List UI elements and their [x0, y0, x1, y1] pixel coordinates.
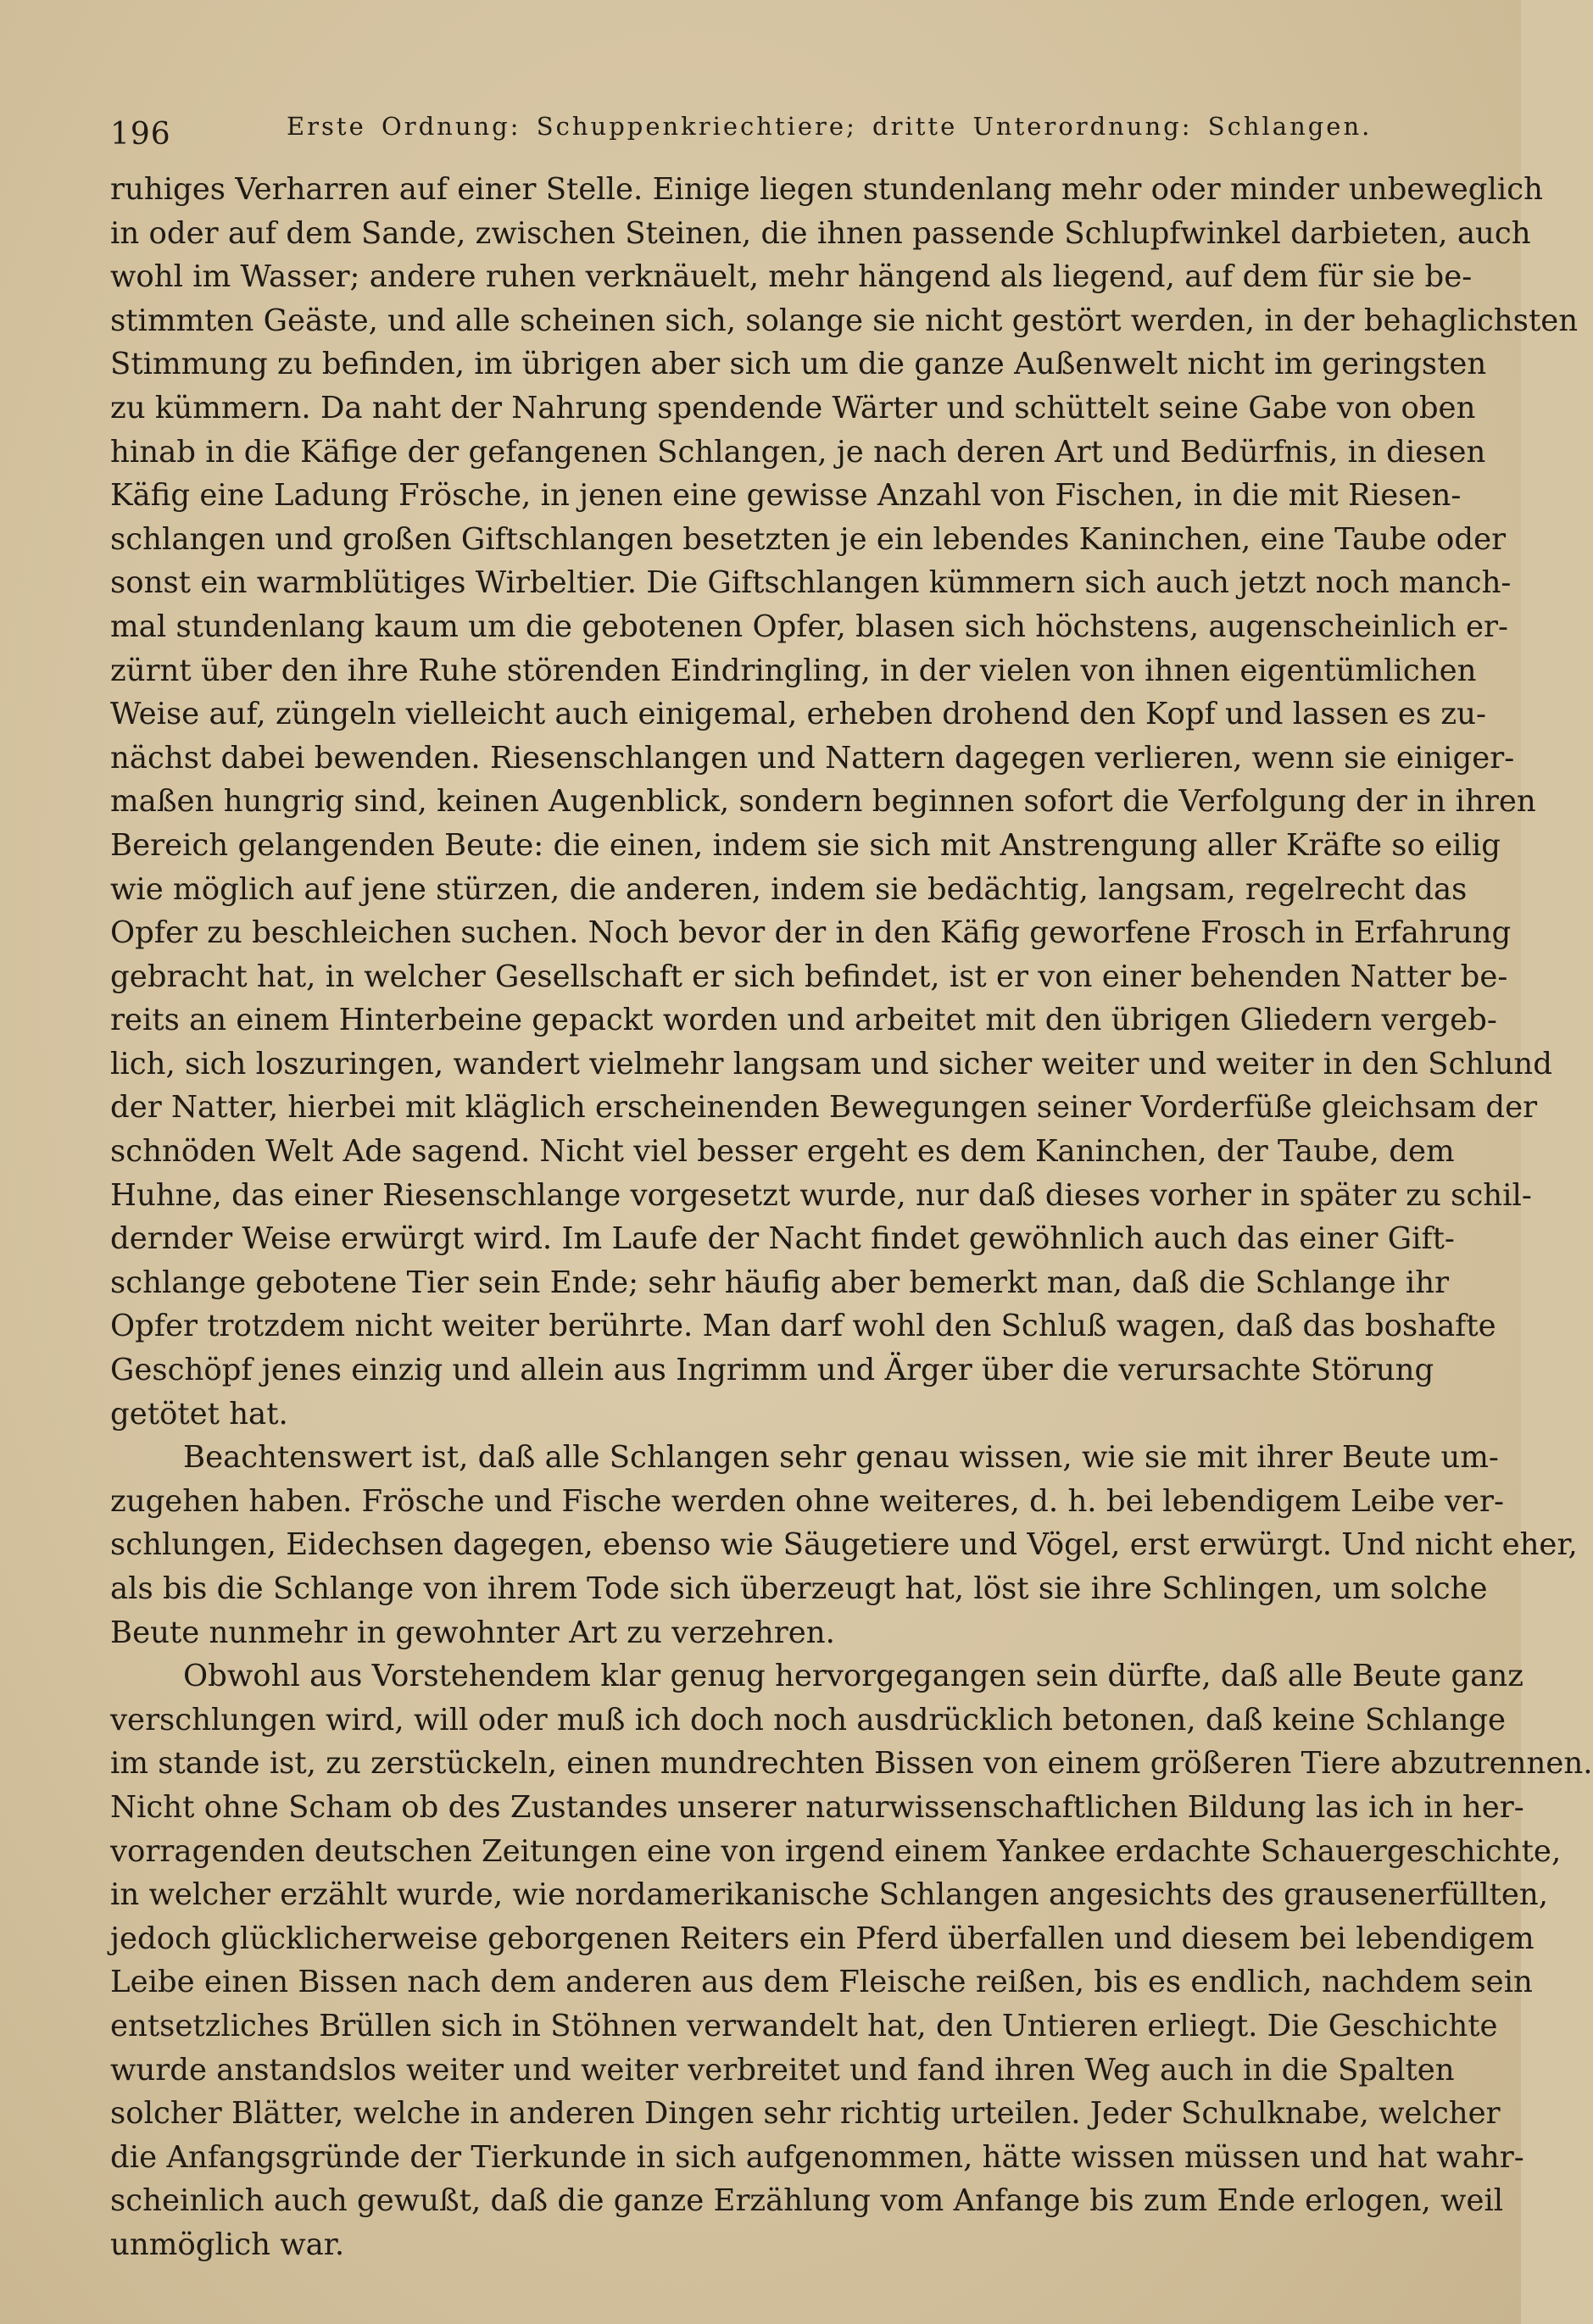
- text-line: Geschöpf jenes einzig und allein aus Ingrimm und Ärger über die verursachte Störung: [110, 1353, 1434, 1388]
- text-line: nächst dabei bewenden. Riesenschlangen und Nattern dagegen verlieren, wenn sie einiger-: [110, 740, 1515, 776]
- body-text: [110, 168, 1593, 2267]
- paragraph-2: [110, 1436, 1578, 1654]
- text-line: schlange gebotene Tier sein Ende; sehr häufig aber bemerkt man, daß die Schlange ihr: [110, 1265, 1450, 1300]
- text-line: jedoch glücklicherweise geborgenen Reiters ein Pferd überfallen und diesem bei lebendigem: [110, 1921, 1535, 1956]
- text-line: Bereich gelangenden Beute: die einen, indem sie sich mit Anstrengung aller Kräfte so eilig: [110, 827, 1501, 863]
- text-line: als bis die Schlange von ihrem Tode sich überzeugt hat, löst sie ihre Schlingen, um solche: [110, 1571, 1488, 1606]
- page-number: 196: [110, 117, 171, 152]
- text-line: Stimmung zu befinden, im übrigen aber sich um die ganze Außenwelt nicht im geringsten: [110, 347, 1487, 382]
- text-line: mal stundenlang kaum um die gebotenen Opfer, blasen sich höchstens, augenscheinlich er-: [110, 609, 1508, 644]
- running-head: Erste Ordnung: Schuppenkriechtiere; dritte Unterordnung: Schlangen.: [287, 112, 1373, 141]
- text-line: Opfer zu beschleichen suchen. Noch bevor der in den Käfig geworfene Frosch in Erfahrung: [110, 915, 1512, 951]
- text-line: wie möglich auf jene stürzen, die anderen, indem sie bedächtig, langsam, regelrecht das: [110, 871, 1468, 907]
- text-line: ruhiges Verharren auf einer Stelle. Einige liegen stundenlang mehr oder minder unbeweglich: [110, 172, 1543, 207]
- text-line: stimmten Geäste, und alle scheinen sich, solange sie nicht gestört werden, in der behaglichsten: [110, 303, 1579, 338]
- text-line: in oder auf dem Sande, zwischen Steinen, die ihnen passende Schlupfwinkel darbieten, auch: [110, 215, 1531, 251]
- text-line: Weise auf, züngeln vielleicht auch einigemal, erheben drohend den Kopf und lassen es zu-: [110, 697, 1486, 732]
- paragraph-1: [110, 168, 1579, 1436]
- text-line: Huhne, das einer Riesenschlange vorgesetzt wurde, nur daß dieses vorher in später zu schil-: [110, 1177, 1532, 1213]
- text-line: scheinlich auch gewußt, daß die ganze Erzählung vom Anfange bis zum Ende erlogen, weil: [110, 2183, 1504, 2219]
- text-line: zürnt über den ihre Ruhe störenden Eindringling, in der vielen von ihnen eigentümlichen: [110, 653, 1477, 688]
- text-line: solcher Blätter, welche in anderen Dingen sehr richtig urteilen. Jeder Schulknabe, welcher: [110, 2096, 1501, 2132]
- text-line: verschlungen wird, will oder muß ich doch noch ausdrücklich betonen, daß keine Schlange: [110, 1702, 1507, 1737]
- text-line: schnöden Welt Ade sagend. Nicht viel besser ergeht es dem Kaninchen, der Taube, dem: [110, 1134, 1455, 1170]
- text-line: sonst ein warmblütiges Wirbeltier. Die Giftschlangen kümmern sich auch jetzt noch manch-: [110, 565, 1512, 601]
- text-line: zugehen haben. Frösche und Fische werden ohne weiteres, d. h. bei lebendigem Leibe ver-: [110, 1483, 1504, 1519]
- text-line: die Anfangsgründe der Tierkunde in sich aufgenommen, hätte wissen müssen und hat wahr-: [110, 2139, 1524, 2175]
- text-line: Opfer trotzdem nicht weiter berührte. Man darf wohl den Schluß wagen, daß das boshafte: [110, 1309, 1496, 1344]
- text-line: entsetzliches Brüllen sich in Stöhnen verwandelt hat, den Untieren erliegt. Die Geschichte: [110, 2008, 1498, 2043]
- paragraph-3: [110, 1654, 1593, 2266]
- text-line: gebracht hat, in welcher Gesellschaft er sich befindet, ist er von einer behenden Natter be-: [110, 959, 1508, 994]
- text-line: Beachtenswert ist, daß alle Schlangen sehr genau wissen, wie sie mit ihrer Beute um-: [183, 1440, 1499, 1476]
- text-line: reits an einem Hinterbeine gepackt worden und arbeitet mit den übrigen Gliedern vergeb-: [110, 1003, 1497, 1038]
- text-line: hinab in die Käfige der gefangenen Schlangen, je nach deren Art und Bedürfnis, in diesen: [110, 434, 1486, 470]
- text-line: im stande ist, zu zerstückeln, einen mundrechten Bissen von einem größeren Tiere abzutrennen.: [110, 1746, 1593, 1782]
- text-line: maßen hungrig sind, keinen Augenblick, sondern beginnen sofort die Verfolgung der in ihren: [110, 784, 1536, 820]
- text-line: schlungen, Eidechsen dagegen, ebenso wie Säugetiere und Vögel, erst erwürgt. Und nicht eher,: [110, 1527, 1578, 1563]
- text-line: lich, sich loszuringen, wandert vielmehr langsam und sicher weiter und weiter in den Schlund: [110, 1046, 1553, 1081]
- text-line: wurde anstandslos weiter und weiter verbreitet und fand ihren Weg auch in die Spalten: [110, 2052, 1455, 2088]
- text-line: unmöglich war.: [110, 2227, 345, 2262]
- text-line: wohl im Wasser; andere ruhen verknäuelt, mehr hängend als liegend, auf dem für sie be-: [110, 259, 1473, 295]
- text-line: schlangen und großen Giftschlangen besetzten je ein lebendes Kaninchen, eine Taube oder: [110, 521, 1507, 557]
- text-line: der Natter, hierbei mit kläglich erscheinenden Bewegungen seiner Vorderfüße gleichsam der: [110, 1090, 1538, 1126]
- text-line: Beute nunmehr in gewohnter Art zu verzehren.: [110, 1615, 835, 1650]
- text-line: vorragenden deutschen Zeitungen eine von irgend einem Yankee erdachte Schauergeschichte,: [110, 1833, 1562, 1869]
- text-line: Obwohl aus Vorstehendem klar genug hervorgegangen sein dürfte, daß alle Beute ganz: [183, 1659, 1523, 1694]
- text-line: Käfig eine Ladung Frösche, in jenen eine gewisse Anzahl von Fischen, in die mit Riesen-: [110, 478, 1462, 514]
- text-line: Leibe einen Bissen nach dem anderen aus dem Fleische reißen, bis es endlich, nachdem sein: [110, 1965, 1533, 2000]
- text-line: dernder Weise erwürgt wird. Im Laufe der Nacht findet gewöhnlich auch das einer Gift-: [110, 1221, 1455, 1257]
- text-line: getötet hat.: [110, 1396, 288, 1432]
- text-line: in welcher erzählt wurde, wie nordamerikanische Schlangen angesichts des grausenerfüllten,: [110, 1877, 1549, 1913]
- text-line: Nicht ohne Scham ob des Zustandes unserer naturwissenschaftlichen Bildung las ich in her-: [110, 1789, 1524, 1825]
- text-line: zu kümmern. Da naht der Nahrung spendende Wärter und schüttelt seine Gabe von oben: [110, 390, 1476, 425]
